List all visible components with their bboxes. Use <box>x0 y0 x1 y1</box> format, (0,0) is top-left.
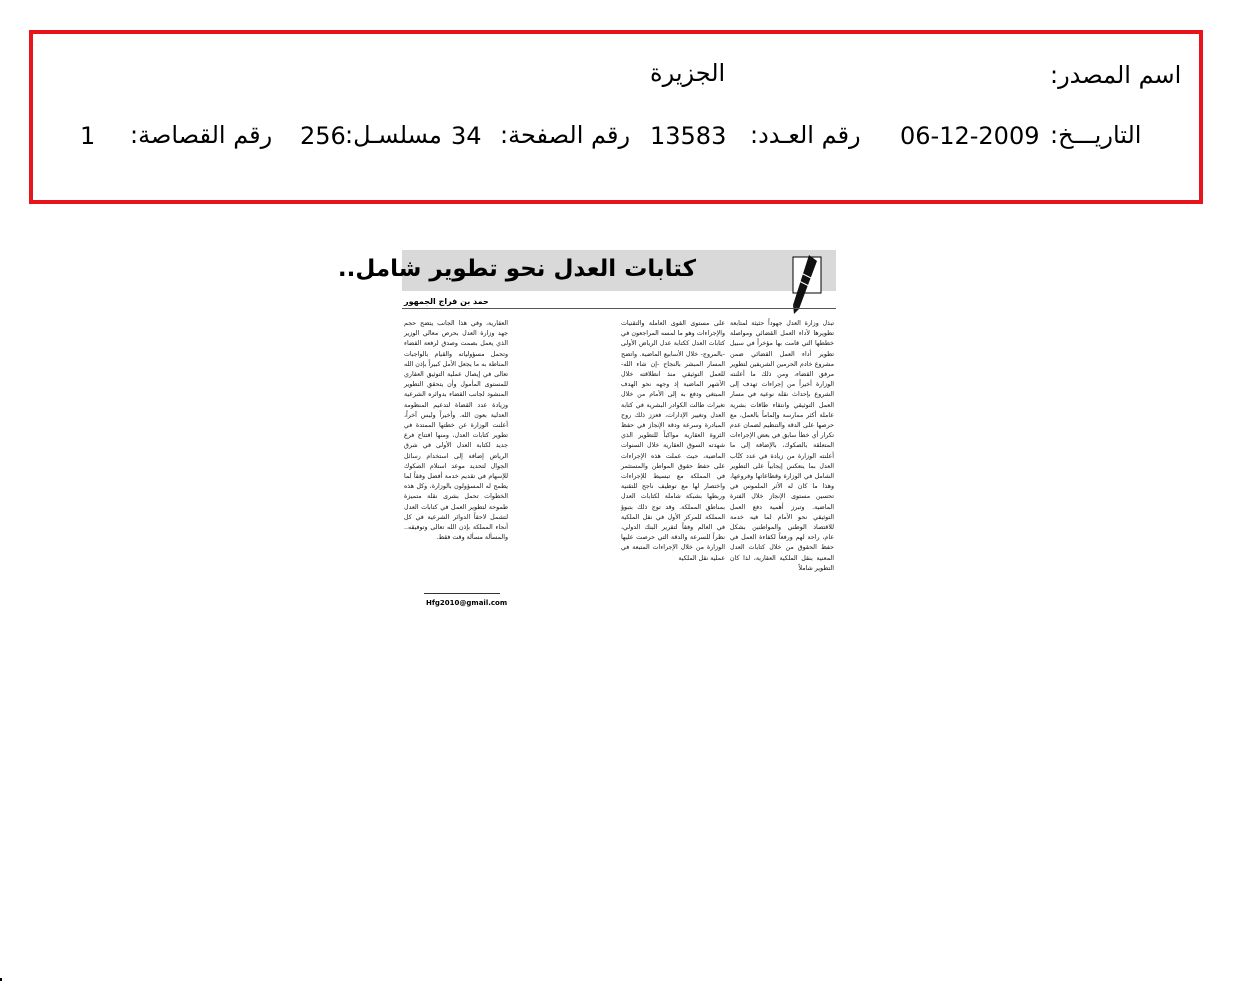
byline-rule <box>402 308 836 309</box>
issue-value: 13583 <box>650 122 727 150</box>
page-value: 34 <box>451 122 482 150</box>
date-label: التاريـــخ: <box>1050 121 1142 149</box>
article-column-3 <box>404 319 508 579</box>
header-box <box>29 30 1203 204</box>
date-value: 06-12-2009 <box>900 122 1040 150</box>
column-text: تبذل وزارة العدل جهوداً حثيثة لمتابعة تطويرها لأداء العمل القضائي ومواصلة خططها التي قامت بها مؤخراً في سبيل تطوير أداء العمل القضائي ضمن مشروع خادم الحرمين الشريفين لتطوير مرفق القضاء، ومن ذلك ما أعلنته الوزارة أخيراً من إجراءات تهدف إلى الشروع بإحداث نقلة نوعية في مسار العمل التوثيقي وانتقاء طاقات بشرية عاملة أكثر ممارسة وإلماماً بالعمل، مع حرصها على الدقة والتنظيم لضمان عدم تكرار أي خطأ سابق في بعض الإجراءات المتعلقة بالصكوك، بالإضافة إلى ما أعلنته الوزارة من زيادة في عدد كتّاب العدل بما ينعكس إيجابياً على التطوير الشامل في الوزارة وقطاعاتها وفروعها، وهذا ما كان له الأثر الملموس في تحسين مستوى الإنجاز خلال الفترة الماضية. وتبرز أهمية دفع العمل التوثيقي نحو الأمام لما فيه خدمة للاقتصاد الوطني والمواطنين بشكل عام، راحة لهم ورفعاً لكفاءة العمل في حفظ الحقوق من خلال كتابات العدل المعنية بنقل الملكية العقارية، لذا كان التطوير شاملاً <box>730 320 834 572</box>
source-label: اسم المصدر: <box>1050 61 1182 89</box>
column-text: على مستوى القوى العاملة والتقنيات والإجراءات وهو ما لمسه المراجعون في كتابات العدل ككتابة عدل الرياض الأولى -بالمروج- خلال الأسابيع الماضية. واتضح المسار المبشر بالنجاح -إن شاء الله- للعمل التوثيقي منذ انطلاقته خلال الأشهر الماضية إذ وجهه نحو الهدف المبتغى ودفع به إلى الأمام من خلال تغيرات طالت الكوادر البشرية في كتابة العدل وتغيير الإدارات، فعزز ذلك روح المبادرة وسرعة ودقة الإنجاز في حفظ الثروة العقارية مواكباً للتطوير الذي شهدته السوق العقارية خلال السنوات الماضية، حيث عملت هذه الإجراءات على حفظ حقوق المواطن والمستثمر في المملكة مع تبسيط للإجراءات واختصار لها مع توظيف ناجح للتقنية وربطها بشبكة شاملة لكتابات العدل بمناطق المملكة. وقد توج ذلك بتبوؤ المملكة للمركز الأول في نقل الملكية في العالم وفقاً لتقرير البنك الدولي، نظراً للسرعة والدقة التي حرصت عليها الوزارة من خلال الإجراءات المتبعة في عملية نقل الملكية <box>621 320 725 562</box>
article-column-1 <box>730 319 834 611</box>
serial-value: 256 <box>300 122 346 150</box>
column-text: العقارية، وفي هذا الجانب يتضح حجم جهد وزارة العدل بحرص معالي الوزير الذي يعمل بصمت وصدق لرفعة القضاء وتحمل مسؤولياته والقيام بالواجبات المناطة به ما يجعل الأمل كبيراً بإذن الله تعالى في إيصال عملية التوثيق العقاري للمستوى المأمول وأن يتحقق التطوير المنشود لجانب القضاء بدوائره الشرعية وزيادة عدد القضاة لتدعيم المنظومة العدلية بعون الله. وأخيراً وليس آخراً، أعلنت الوزارة عن خطتها الممتدة في تطوير كتابات العدل، ومنها افتتاح فرع جديد لكتابة العدل الأولى في شرق الرياض إضافة إلى استخدام رسائل الجوال لتحديد موعد استلام الصكوك للإسهام في تقديم خدمة أفضل وفقاً لما يطمح له المسؤولون بالوزارة، وكل هذه الخطوات تحمل بشرى نقلة متميزة طموحة لتطوير العمل في كتابات العدل لتشمل لاحقاً الدوائر الشرعية في كل أنحاء المملكة بإذن الله تعالى وتوفيقه.. والمسألة مسألة وقت فقط. <box>404 320 508 542</box>
serial-label: مسلسـل: <box>345 121 442 149</box>
page-label: رقم الصفحة: <box>500 121 631 149</box>
signature-rule <box>424 593 500 594</box>
article-title: كتابات العدل نحو تطوير شامل.. <box>337 256 696 282</box>
pen-icon <box>785 253 825 315</box>
scan-mark <box>0 978 2 981</box>
clip-label: رقم القصاصة: <box>130 121 273 149</box>
author-email: Hfg2010@gmail.com <box>426 599 508 607</box>
article-column-2 <box>621 319 725 611</box>
issue-label: رقم العـدد: <box>750 121 861 149</box>
newspaper-clipping <box>337 250 836 612</box>
byline: حمد بن فراج الجمهور <box>404 297 489 306</box>
clip-value: 1 <box>80 122 96 150</box>
source-value: الجزيرة <box>650 59 726 87</box>
